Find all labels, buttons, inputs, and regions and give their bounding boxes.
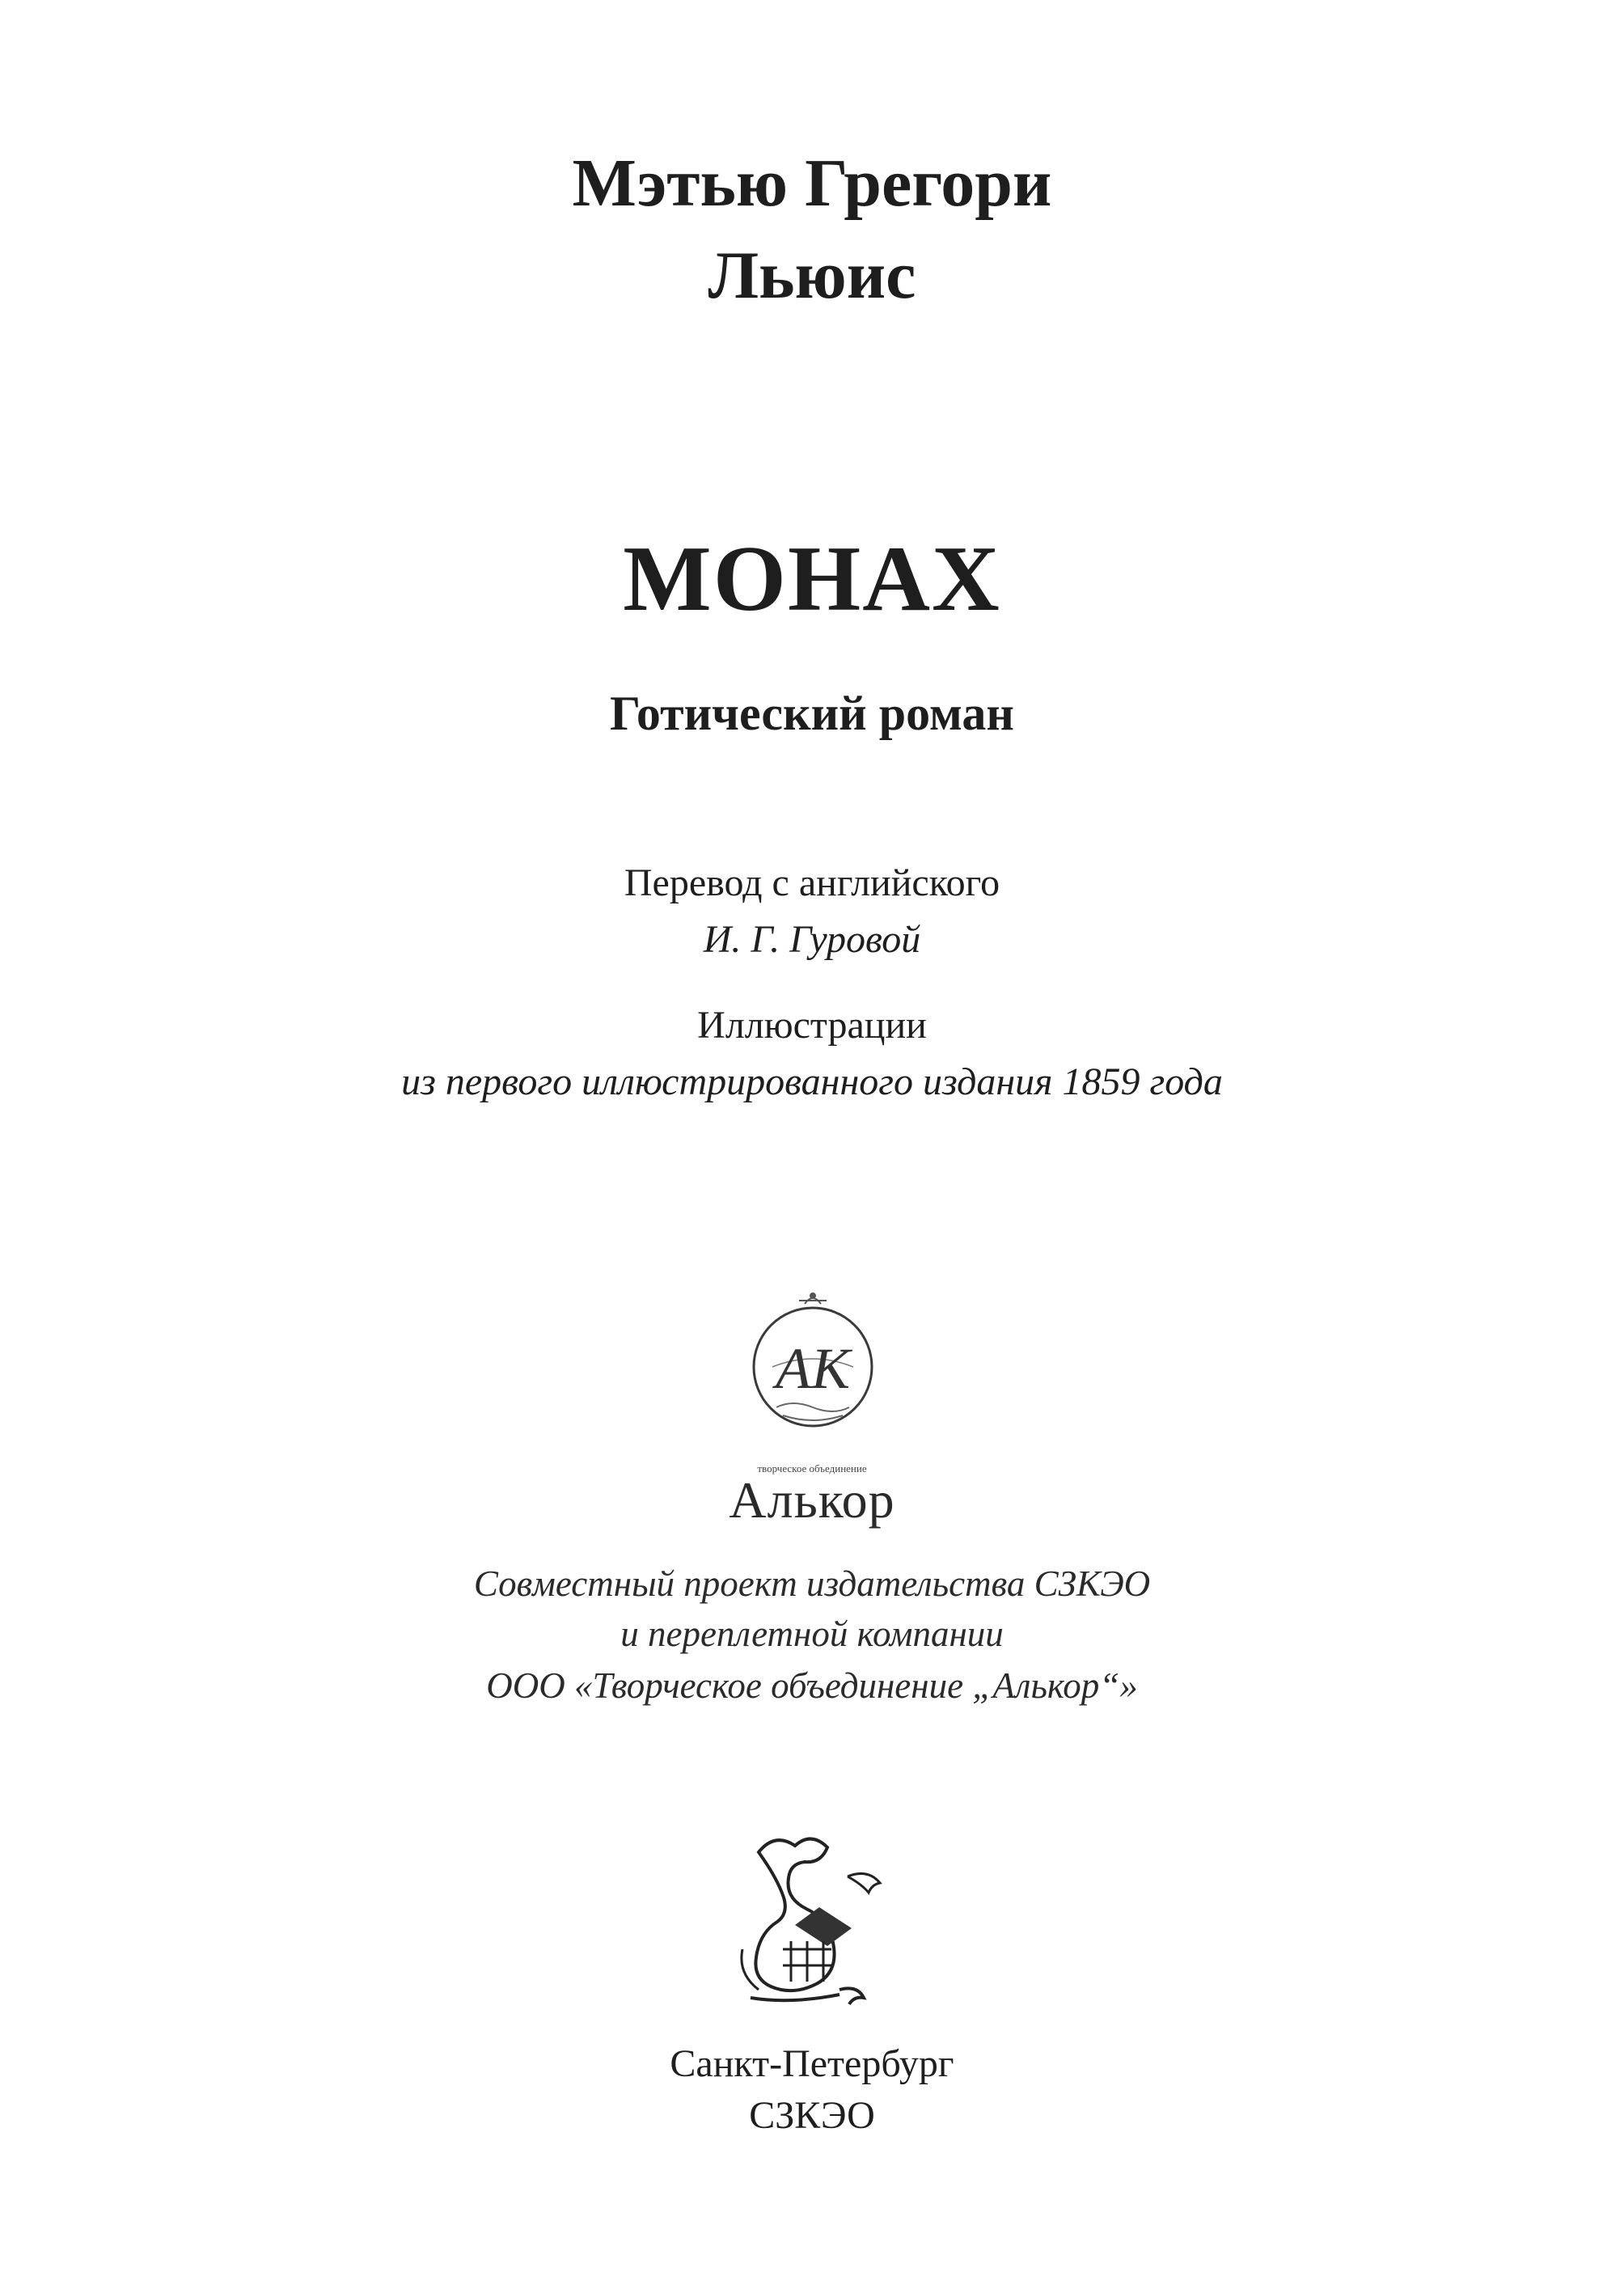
- alkor-logo: [744, 1286, 882, 1472]
- alkor-emblem-icon: [744, 1286, 882, 1472]
- illustrations-label: Иллюстрации: [697, 1004, 927, 1047]
- author-name-line1: Мэтью Грегори: [572, 146, 1052, 221]
- logo-name: Алькор: [729, 1471, 895, 1529]
- translator-name: И. Г. Гуровой: [703, 918, 921, 961]
- book-title: МОНАХ: [623, 527, 1001, 631]
- imprint-publisher: СЗКЭО: [749, 2094, 875, 2137]
- project-line2: и переплетной компании: [620, 1614, 1004, 1654]
- imprint-city: Санкт-Петербург: [670, 2042, 954, 2085]
- translation-label: Перевод с английского: [624, 861, 1000, 904]
- logo-small-text: творческое объединение: [757, 1462, 867, 1474]
- author-name-line2: Льюис: [708, 238, 916, 313]
- project-line1: Совместный проект издательства СЗКЭО: [473, 1563, 1151, 1604]
- dragon-publisher-mark: [726, 1828, 904, 2022]
- book-subtitle: Готический роман: [610, 687, 1014, 740]
- project-line3: ООО «Творческое объединение „Алькор“»: [486, 1665, 1138, 1706]
- dragon-icon: [726, 1828, 904, 2022]
- logo-monogram: AK: [775, 1336, 851, 1401]
- illustrations-source: из первого иллюстрированного издания 1859 года: [401, 1060, 1223, 1103]
